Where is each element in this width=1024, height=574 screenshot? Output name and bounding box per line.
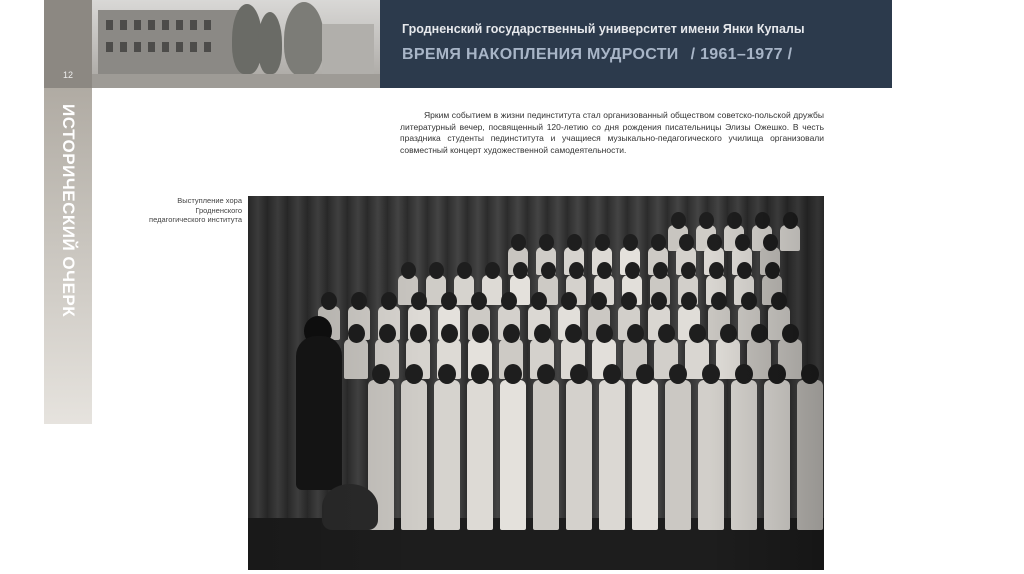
section-title-text: ВРЕМЯ НАКОПЛЕНИЯ МУДРОСТИ <box>402 46 679 63</box>
university-name: Гродненский государственный университет имени Янки Купалы <box>402 22 805 36</box>
header-band <box>380 0 892 88</box>
building-shape <box>322 24 374 74</box>
sidebar-strip <box>44 0 92 424</box>
choir-photo <box>248 196 824 570</box>
building-shape <box>98 10 248 74</box>
header-photo-university-building <box>92 0 380 88</box>
intro-paragraph: Ярким событием в жизни пединститута стал организованный обществом советско-польской дружбы литературный вечер, посвященный 120-летию со дня рождения писательницы Элизы Ожешко. В честь праздника студенты пединститута и учащиеся музыкально-педагогического училища организовали совместный концерт художественной самодеятельности. <box>400 110 824 155</box>
section-years: / 1961–1977 / <box>690 46 793 63</box>
photo-caption: Выступление хора Гродненского педагогического института <box>149 196 242 224</box>
page-number: 12 <box>62 70 73 80</box>
chapter-title: ИСТОРИЧЕСКИЙ ОЧЕРК <box>59 104 78 318</box>
tree-shape <box>258 12 282 74</box>
tree-shape <box>284 2 324 76</box>
section-title <box>402 46 792 64</box>
photo-shade <box>248 196 824 570</box>
ground-shape <box>92 74 380 88</box>
